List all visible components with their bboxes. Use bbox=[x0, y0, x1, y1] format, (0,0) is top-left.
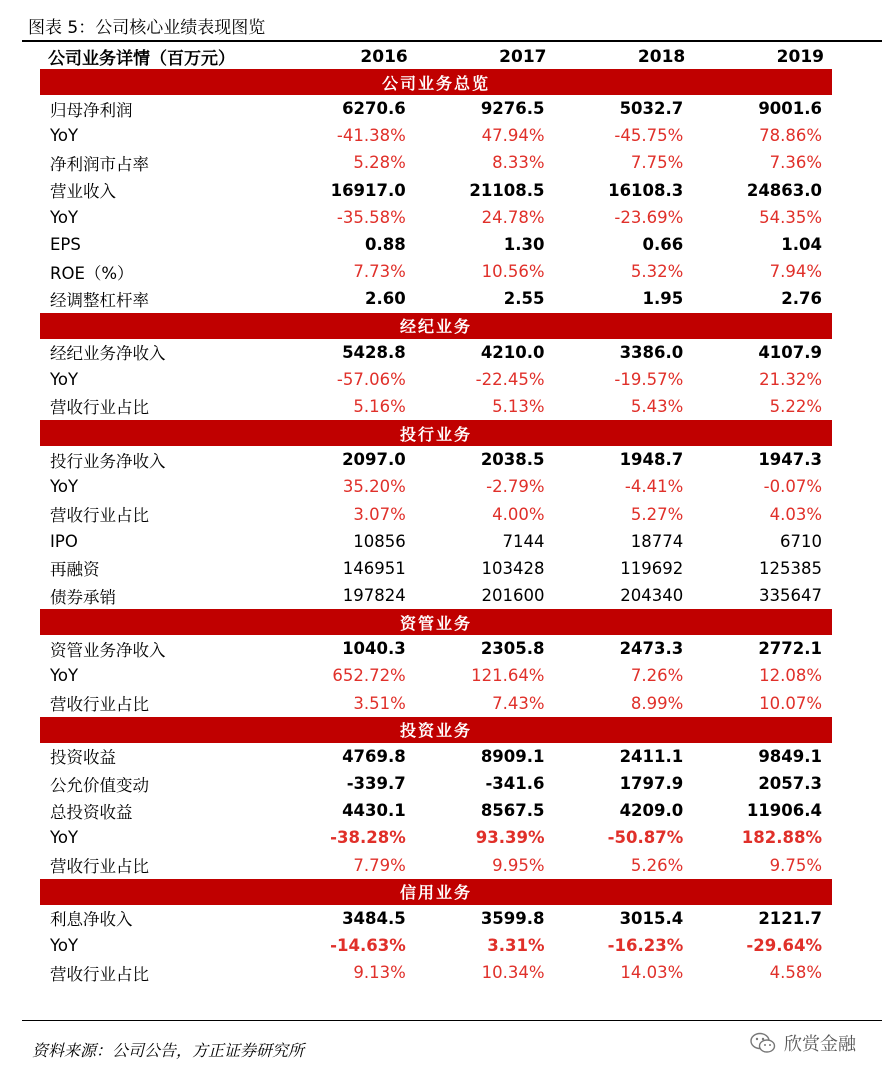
wechat-watermark bbox=[750, 1030, 856, 1056]
row-label: 净利润市占率 bbox=[50, 154, 149, 174]
row-value: 1.30 bbox=[503, 235, 545, 255]
figure-caption: 图表 5：公司核心业绩表现图览 bbox=[28, 18, 266, 38]
table-row bbox=[40, 258, 832, 285]
row-value: 14.03% bbox=[620, 963, 684, 983]
row-value: 3.51% bbox=[353, 693, 406, 713]
table-row bbox=[40, 339, 832, 366]
row-value: 5.16% bbox=[353, 396, 406, 416]
row-value: 2.76 bbox=[781, 289, 822, 309]
table-row bbox=[40, 231, 832, 258]
row-value: 5428.8 bbox=[342, 342, 406, 362]
row-value: 125385 bbox=[759, 558, 822, 578]
row-value: -45.75% bbox=[614, 126, 684, 146]
row-value: 8567.5 bbox=[480, 801, 545, 821]
table-row bbox=[40, 555, 832, 582]
row-value: 2.55 bbox=[503, 289, 545, 309]
table-row bbox=[40, 743, 832, 770]
row-value: 5032.7 bbox=[619, 99, 684, 119]
section-header-row bbox=[40, 420, 832, 446]
section-title: 资管业务 bbox=[40, 609, 832, 635]
row-value: 24863.0 bbox=[746, 180, 822, 200]
row-label: 资管业务净收入 bbox=[50, 640, 166, 660]
row-value: 3386.0 bbox=[619, 342, 684, 362]
row-label: 公允价值变动 bbox=[50, 775, 149, 795]
row-value: 35.20% bbox=[342, 477, 406, 497]
table-row bbox=[40, 662, 832, 689]
row-value: 146951 bbox=[342, 558, 406, 578]
row-value: 1.04 bbox=[781, 235, 822, 255]
row-value: 9276.5 bbox=[480, 99, 545, 119]
row-value: -339.7 bbox=[346, 774, 406, 794]
row-value: -2.79% bbox=[486, 477, 545, 497]
row-value: 3015.4 bbox=[619, 908, 684, 928]
section-header-row bbox=[40, 879, 832, 905]
header-year: 2016 bbox=[360, 46, 408, 67]
row-value: 2411.1 bbox=[619, 746, 684, 766]
row-value: 3484.5 bbox=[342, 908, 406, 928]
row-value: 5.26% bbox=[630, 855, 684, 875]
row-value: 4430.1 bbox=[342, 801, 406, 821]
row-value: 2097.0 bbox=[342, 450, 406, 470]
row-value: 21108.5 bbox=[469, 180, 545, 200]
row-value: 54.35% bbox=[759, 207, 822, 227]
row-label: YoY bbox=[50, 477, 79, 497]
row-label: YoY bbox=[50, 207, 79, 227]
row-label: 投行业务净收入 bbox=[50, 451, 166, 471]
row-value: 4210.0 bbox=[480, 342, 545, 362]
header-year: 2019 bbox=[776, 46, 824, 67]
bottom-rule bbox=[22, 1020, 882, 1021]
row-value: -341.6 bbox=[485, 774, 545, 794]
row-label: EPS bbox=[50, 235, 81, 255]
row-value: 5.43% bbox=[630, 396, 684, 416]
row-value: -50.87% bbox=[607, 828, 684, 848]
watermark-text: 欣赏金融 bbox=[784, 1034, 856, 1055]
row-label: 经纪业务净收入 bbox=[50, 344, 166, 364]
row-label: 经调整杠杆率 bbox=[50, 290, 149, 310]
row-label: 债券承销 bbox=[50, 587, 116, 607]
row-value: 21.32% bbox=[759, 369, 822, 389]
row-value: 1947.3 bbox=[758, 450, 822, 470]
row-value: -23.69% bbox=[614, 207, 684, 227]
row-value: 6710 bbox=[780, 531, 822, 551]
row-value: 103428 bbox=[481, 558, 545, 578]
row-value: -22.45% bbox=[475, 369, 545, 389]
row-value: 9.95% bbox=[492, 855, 545, 875]
table-row bbox=[40, 393, 832, 420]
row-value: 1797.9 bbox=[619, 774, 684, 794]
row-value: 9849.1 bbox=[758, 746, 822, 766]
row-value: 8.33% bbox=[492, 153, 545, 173]
table-row bbox=[40, 473, 832, 500]
row-value: 4209.0 bbox=[619, 801, 684, 821]
row-value: 652.72% bbox=[332, 666, 406, 686]
row-label: 营收行业占比 bbox=[50, 506, 149, 526]
row-label: YoY bbox=[50, 666, 79, 686]
row-value: 5.32% bbox=[630, 262, 684, 282]
table-row bbox=[40, 635, 832, 662]
row-label: 归母净利润 bbox=[50, 100, 133, 120]
row-value: 4769.8 bbox=[342, 746, 406, 766]
section-header-row bbox=[40, 313, 832, 339]
row-label: 营收行业占比 bbox=[50, 857, 149, 877]
row-value: 7.26% bbox=[630, 666, 684, 686]
row-label: YoY bbox=[50, 828, 79, 848]
row-value: -29.64% bbox=[746, 935, 822, 955]
table-body bbox=[40, 69, 832, 986]
row-value: -57.06% bbox=[336, 369, 406, 389]
table-row bbox=[40, 690, 832, 717]
row-value: 197824 bbox=[342, 586, 406, 606]
section-header-row bbox=[40, 609, 832, 635]
section-title: 公司业务总览 bbox=[40, 69, 832, 95]
row-value: 4107.9 bbox=[758, 342, 822, 362]
table-row bbox=[40, 177, 832, 204]
table-row bbox=[40, 149, 832, 176]
row-value: 5.13% bbox=[492, 396, 545, 416]
row-value: 2121.7 bbox=[758, 908, 822, 928]
source-note: 资料来源：公司公告，方正证券研究所 bbox=[32, 1041, 305, 1060]
row-value: 6270.6 bbox=[342, 99, 406, 119]
row-value: 3.07% bbox=[353, 504, 406, 524]
row-value: 93.39% bbox=[475, 828, 545, 848]
table-row bbox=[40, 770, 832, 797]
row-value: 7.75% bbox=[630, 153, 684, 173]
performance-table bbox=[40, 44, 832, 986]
row-value: 204340 bbox=[620, 586, 684, 606]
row-value: 7.79% bbox=[353, 855, 406, 875]
section-title: 经纪业务 bbox=[40, 313, 832, 339]
section-title: 信用业务 bbox=[40, 879, 832, 905]
row-label: YoY bbox=[50, 126, 79, 146]
row-value: 0.88 bbox=[365, 235, 406, 255]
section-header-row bbox=[40, 69, 832, 95]
row-value: 10.34% bbox=[481, 963, 545, 983]
row-value: 1948.7 bbox=[619, 450, 684, 470]
row-value: 5.22% bbox=[769, 396, 822, 416]
row-value: 5.27% bbox=[630, 504, 684, 524]
table-row bbox=[40, 797, 832, 824]
row-value: 121.64% bbox=[471, 666, 545, 686]
row-value: 11906.4 bbox=[746, 801, 822, 821]
table-row bbox=[40, 122, 832, 149]
row-value: 1040.3 bbox=[342, 639, 406, 659]
row-value: 9.75% bbox=[769, 855, 822, 875]
row-value: 7.94% bbox=[769, 262, 822, 282]
row-label: 利息净收入 bbox=[50, 910, 133, 930]
row-value: -0.07% bbox=[763, 477, 822, 497]
row-value: 2473.3 bbox=[619, 639, 684, 659]
row-value: 3.31% bbox=[487, 935, 545, 955]
row-value: 1.95 bbox=[642, 289, 684, 309]
row-value: 9001.6 bbox=[758, 99, 822, 119]
row-label: ROE（%） bbox=[50, 263, 134, 283]
row-value: 4.00% bbox=[492, 504, 545, 524]
table-row bbox=[40, 528, 832, 555]
row-value: 2057.3 bbox=[758, 774, 822, 794]
table-row bbox=[40, 932, 832, 959]
row-value: -16.23% bbox=[607, 935, 684, 955]
row-value: 12.08% bbox=[759, 666, 822, 686]
row-value: 16108.3 bbox=[608, 180, 684, 200]
table-row bbox=[40, 905, 832, 932]
row-value: 335647 bbox=[759, 586, 822, 606]
table-row bbox=[40, 95, 832, 122]
row-value: -4.41% bbox=[624, 477, 684, 497]
table-row bbox=[40, 852, 832, 879]
row-value: 24.78% bbox=[481, 207, 545, 227]
row-value: 8909.1 bbox=[480, 746, 545, 766]
row-value: 7144 bbox=[502, 531, 545, 551]
row-label: 再融资 bbox=[50, 560, 100, 580]
table-row bbox=[40, 582, 832, 609]
row-value: -38.28% bbox=[330, 828, 406, 848]
row-value: 7.73% bbox=[353, 262, 406, 282]
top-rule bbox=[22, 40, 882, 42]
row-value: 0.66 bbox=[642, 235, 684, 255]
row-value: 5.28% bbox=[353, 153, 406, 173]
row-value: 4.58% bbox=[769, 963, 822, 983]
header-year: 2017 bbox=[499, 46, 547, 67]
table-row bbox=[40, 500, 832, 527]
row-value: 182.88% bbox=[741, 828, 822, 848]
row-value: 10.56% bbox=[481, 262, 545, 282]
row-label: IPO bbox=[50, 531, 78, 551]
header-label: 公司业务详情（百万元） bbox=[48, 49, 235, 69]
row-value: 78.86% bbox=[759, 126, 822, 146]
row-value: 18774 bbox=[630, 531, 684, 551]
table-row bbox=[40, 446, 832, 473]
row-value: 47.94% bbox=[481, 126, 545, 146]
row-label: YoY bbox=[50, 369, 79, 389]
row-value: 119692 bbox=[620, 558, 684, 578]
row-label: 投资收益 bbox=[50, 748, 116, 768]
row-value: -14.63% bbox=[330, 935, 406, 955]
section-title: 投行业务 bbox=[40, 420, 832, 446]
table-row bbox=[40, 824, 832, 851]
row-value: -41.38% bbox=[336, 126, 406, 146]
row-value: 7.36% bbox=[769, 153, 822, 173]
row-value: 2305.8 bbox=[480, 639, 545, 659]
row-value: -19.57% bbox=[614, 369, 684, 389]
row-value: 7.43% bbox=[492, 693, 545, 713]
row-value: 2772.1 bbox=[758, 639, 822, 659]
section-header-row bbox=[40, 717, 832, 743]
table-header-row bbox=[40, 44, 832, 69]
row-label: 总投资收益 bbox=[50, 802, 133, 822]
row-label: YoY bbox=[50, 935, 79, 955]
section-title: 投资业务 bbox=[40, 717, 832, 743]
row-value: 2.60 bbox=[365, 289, 406, 309]
row-value: 10856 bbox=[353, 531, 406, 551]
row-value: 8.99% bbox=[630, 693, 684, 713]
table-row bbox=[40, 959, 832, 986]
row-value: 4.03% bbox=[769, 504, 822, 524]
row-label: 营业收入 bbox=[50, 182, 116, 202]
row-value: 9.13% bbox=[353, 963, 406, 983]
row-label: 营收行业占比 bbox=[50, 964, 149, 984]
row-value: 2038.5 bbox=[480, 450, 545, 470]
row-value: 3599.8 bbox=[480, 908, 545, 928]
row-label: 营收行业占比 bbox=[50, 398, 149, 418]
table-row bbox=[40, 366, 832, 393]
header-year: 2018 bbox=[637, 46, 686, 67]
row-value: -35.58% bbox=[336, 207, 406, 227]
table-row bbox=[40, 204, 832, 231]
row-value: 16917.0 bbox=[330, 180, 406, 200]
row-label: 营收行业占比 bbox=[50, 695, 149, 715]
row-value: 201600 bbox=[481, 586, 545, 606]
wechat-icon bbox=[750, 1032, 776, 1054]
row-value: 10.07% bbox=[759, 693, 822, 713]
table-row bbox=[40, 285, 832, 312]
